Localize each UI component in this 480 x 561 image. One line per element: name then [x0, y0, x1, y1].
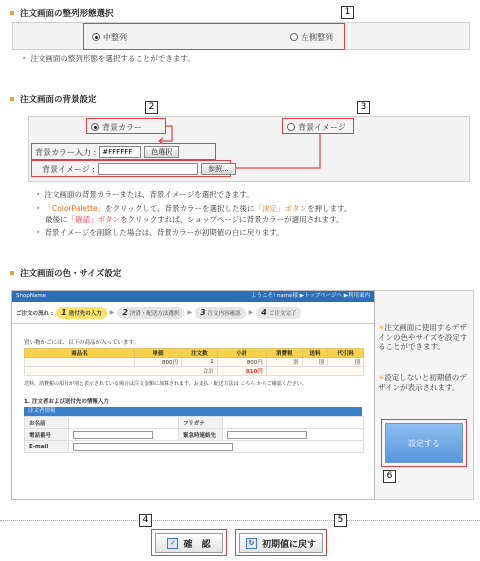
- callout-6: 6: [383, 470, 396, 483]
- order-preview: [11, 290, 375, 500]
- radio-bg-image[interactable]: 背景イメージ: [287, 122, 346, 133]
- preview-form-head: 注文者情報: [24, 407, 362, 416]
- preview-email-input: [73, 443, 233, 451]
- preview-cart-table: [24, 348, 364, 376]
- preview-steps: ご注文の流れ : 1 送付先の入力 ▶ 2 決済・配送方法選択 ▶ 3 注文内容確認 ▶ 4 ご注文完了: [12, 302, 374, 324]
- background-note-4: • 背景イメージを削除した場合は、背景カラーが初期値の白に戻ります。: [36, 228, 284, 237]
- bullet-square-icon: [10, 271, 14, 275]
- reset-default-button[interactable]: ↻ 初期値に戻す: [239, 533, 323, 553]
- radio-bg-color[interactable]: 背景カラー: [91, 122, 142, 133]
- cart-total-row: 合計 810円: [25, 367, 364, 376]
- preview-emergency-input: [227, 431, 307, 439]
- background-note-1: • 注文画面の背景カラーまたは、背景イメージを選択できます。: [36, 190, 254, 199]
- color-input-row: 背景カラー入力 : #FFFFFF 色選択: [35, 146, 179, 158]
- step-arrow-icon: ▶: [248, 309, 254, 316]
- design-side-panel: [375, 290, 474, 500]
- background-note-2: • 「ColorPalette」をクリックして、背景カラーを選択した後に「決定」ボタンを押します。: [36, 204, 352, 213]
- color-select-button[interactable]: 色選択: [144, 146, 179, 158]
- radio-left-align[interactable]: 左側整列: [290, 32, 333, 43]
- divider-dotted: [0, 520, 480, 521]
- star-icon: ✳: [378, 373, 385, 382]
- section-title-alignment-text: 注文画面の整列形態選択: [20, 9, 114, 19]
- preview-shipping-note: 送料、消費税の項目が別と表示されている場合は注文金額に加算されます。お支払・配送方法は こちら からご確認ください。: [24, 381, 307, 387]
- design-side-note-2: ✳設定しないと初期値のデザインが表示されます。: [378, 373, 467, 392]
- color-input[interactable]: #FFFFFF: [99, 146, 141, 158]
- callout-4: 4: [139, 514, 152, 527]
- callout-5: 5: [334, 514, 347, 527]
- background-note-3: 最後に「確認」ボタンをクリックすれば、ショップページに背景カラーが適用されます。: [45, 215, 344, 224]
- browse-button[interactable]: 参照...: [201, 163, 236, 175]
- section-title-background: 注文画面の背景設定: [10, 93, 97, 105]
- radio-center-align[interactable]: 中整列: [92, 32, 127, 43]
- set-design-button[interactable]: 設定する: [385, 423, 463, 463]
- step-arrow-icon: ▶: [109, 309, 115, 316]
- cart-row: 800円 1 800円 別 別 別: [25, 358, 364, 367]
- alignment-note: • 注文画面の整列形態を選択することができます。: [22, 54, 195, 63]
- preview-step-1: 1 送付先の入力: [56, 307, 107, 319]
- preview-form-title: 1. 注文者および送付先の情報入力: [24, 399, 109, 405]
- section-title-design: 注文画面の色・サイズ設定: [10, 267, 121, 279]
- step-arrow-icon: ▶: [187, 309, 193, 316]
- preview-phone-input: [73, 431, 153, 439]
- preview-header-bar: ShopName ようこそ! name様 ▶トップページへ ▶利用案内: [12, 291, 374, 302]
- preview-step-2: 2 決済・配送方法選択: [117, 307, 184, 319]
- cart-header-row: 商品名 単価 注文数 小計 消費税 送料 代引料: [25, 349, 364, 358]
- star-icon: ✳: [378, 323, 385, 332]
- preview-form-table: お名前 フリガナ 電話番号 緊急時連絡先 E-mail: [24, 416, 364, 453]
- refresh-icon: ↻: [246, 538, 257, 549]
- confirm-button[interactable]: ✓ 確 認: [155, 533, 223, 553]
- check-icon: ✓: [167, 538, 178, 549]
- preview-step-4: 4 ご注文完了: [256, 307, 301, 319]
- arrow-3-path: [232, 134, 320, 168]
- callout-2: 2: [145, 101, 158, 114]
- preview-step-3: 3 注文内容確認: [195, 307, 246, 319]
- design-side-note-1: ✳注文画面に使用するデザインの色やサイズを設定することができます。: [378, 323, 468, 351]
- image-file-input[interactable]: [98, 163, 198, 175]
- preview-intro: 買い物かごには、以下の商品が入っています。: [24, 340, 140, 346]
- callout-1: 1: [341, 6, 354, 19]
- image-input-row: 背景イメージ : 参照...: [42, 163, 236, 175]
- callout-3: 3: [357, 101, 370, 114]
